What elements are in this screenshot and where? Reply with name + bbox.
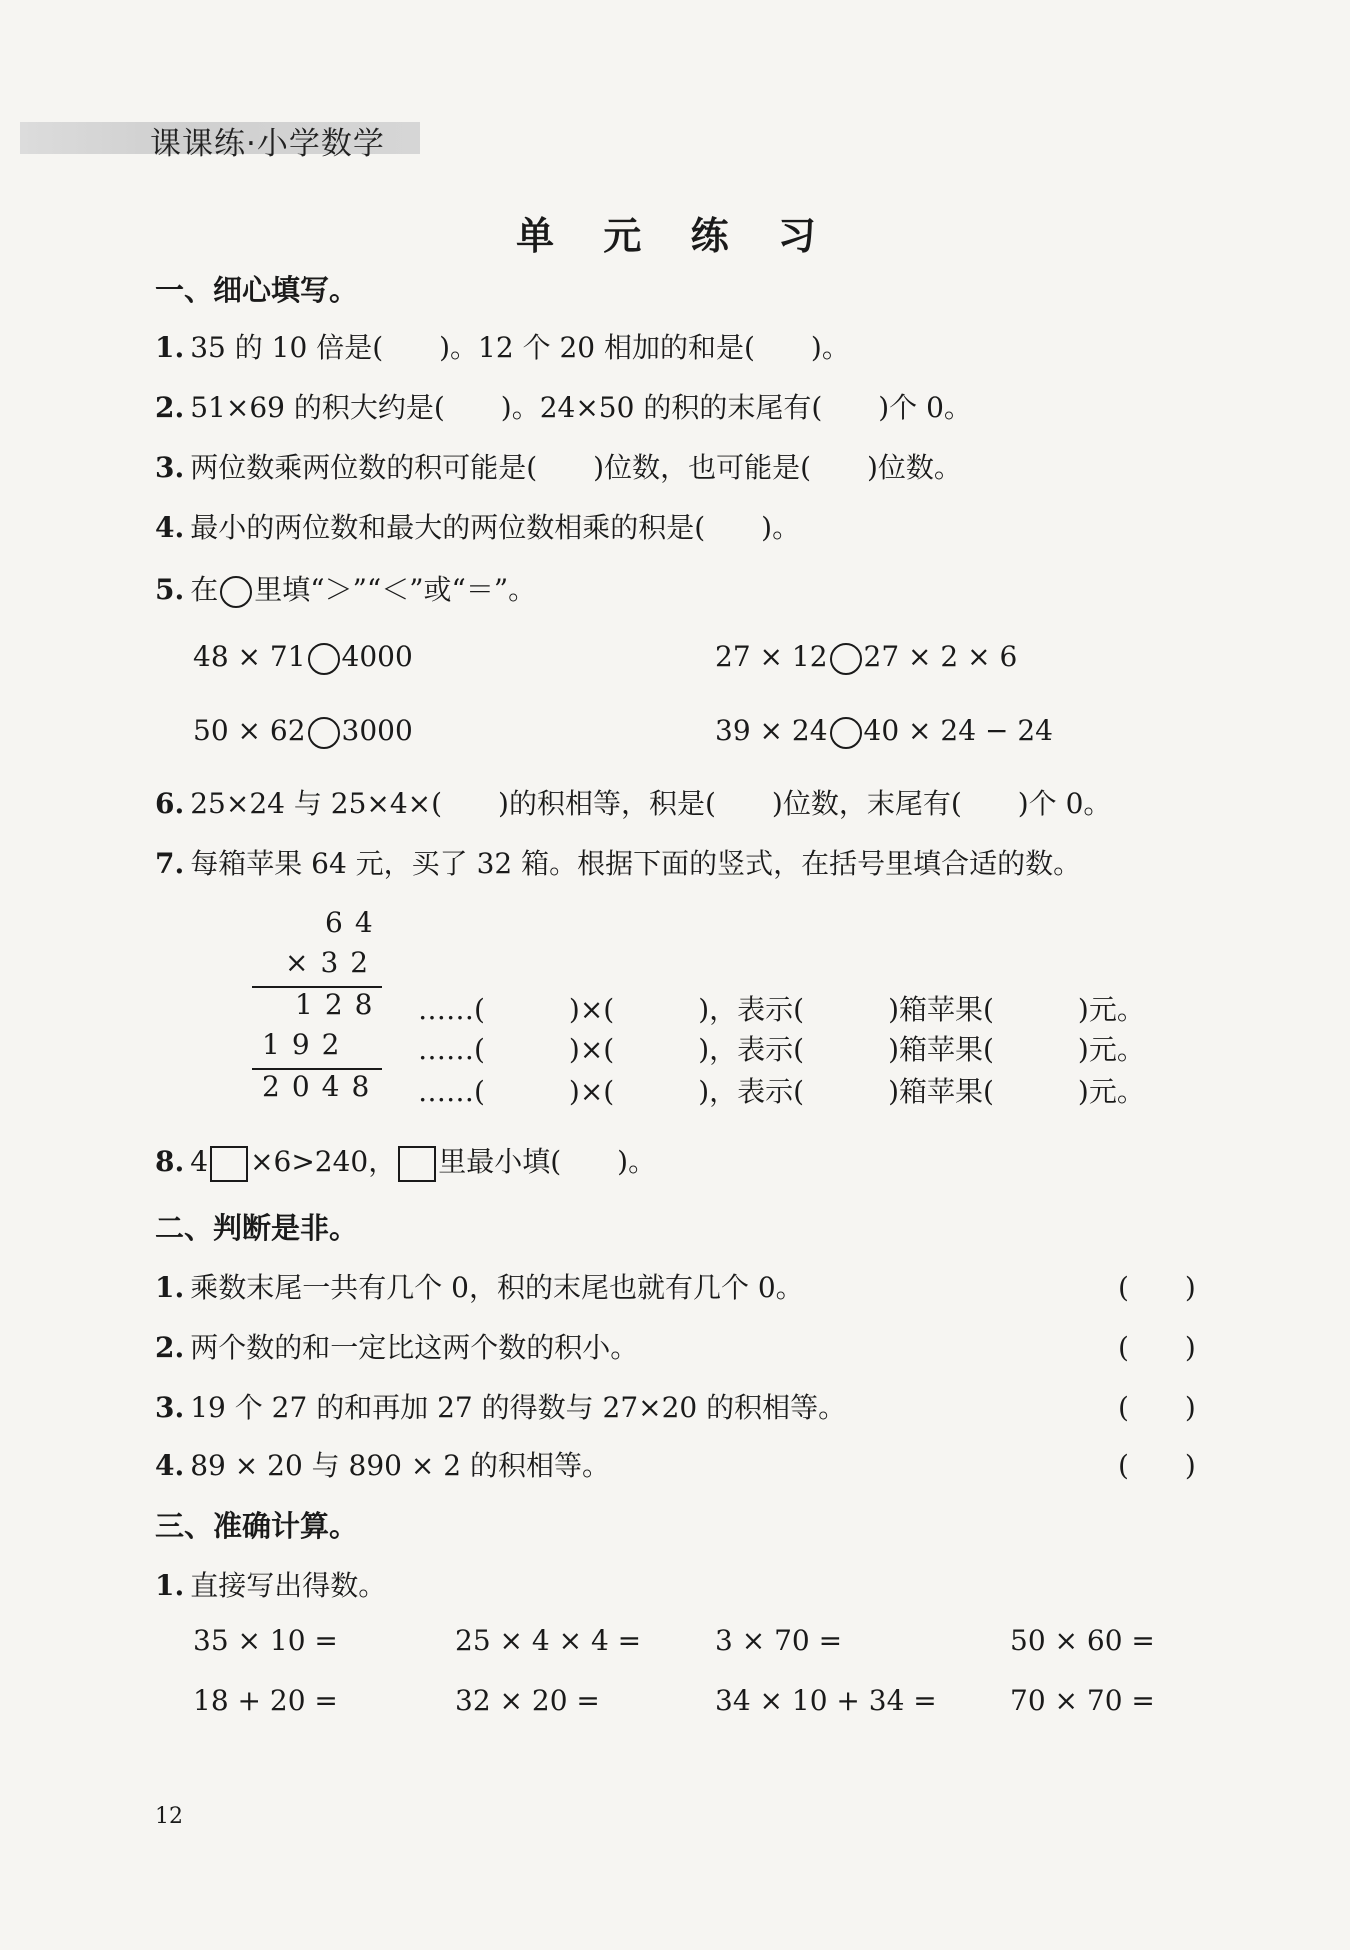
judge-item-3: [155, 1386, 846, 1426]
judge-answer-blank[interactable]: ( ): [1118, 1331, 1196, 1364]
question-1-4: [155, 506, 800, 546]
question-1-1: [155, 326, 850, 366]
vertical-partial-1: 128: [295, 988, 385, 1021]
judge-item-1: [155, 1266, 804, 1306]
question-text: 19 个 27 的和再加 27 的得数与 27×20 的积相等。: [190, 1391, 847, 1424]
question-1-7: [155, 842, 1081, 882]
question-text: 最小的两位数和最大的两位数相乘的积是( )。: [190, 511, 801, 544]
judge-item-2: [155, 1326, 638, 1366]
question-text: 89 × 20 与 890 × 2 的积相等。: [190, 1449, 610, 1482]
question-number: 1.: [155, 1569, 185, 1602]
vertical-explain-3: ……( )×( )，表示( )箱苹果( )元。: [418, 1075, 1145, 1108]
question-1-6: [155, 782, 1111, 822]
question-text: 4: [190, 1145, 209, 1178]
question-number: 5.: [155, 573, 185, 606]
judge-answer-blank[interactable]: ( ): [1118, 1391, 1196, 1424]
question-3-1: [155, 1564, 386, 1604]
question-text: 直接写出得数。: [190, 1569, 387, 1602]
calc-item: 70 × 70 =: [1010, 1684, 1155, 1717]
vertical-multiplier: ×32: [285, 946, 381, 979]
compare-right: 4000: [341, 640, 413, 673]
compare-circle[interactable]: [308, 717, 340, 749]
question-text: 里填“＞”“＜”或“＝”。: [254, 573, 537, 606]
calc-item: 50 × 60 =: [1010, 1624, 1155, 1657]
circle-icon: [220, 576, 252, 608]
question-number: 1.: [155, 331, 185, 364]
question-text: 在: [190, 573, 219, 606]
compare-right: 40 × 24 − 24: [863, 714, 1053, 747]
calc-item: 34 × 10 + 34 =: [715, 1684, 937, 1717]
section-2-heading: 二、判断是非。: [155, 1211, 359, 1245]
question-number: 2.: [155, 391, 185, 424]
page-number: 12: [155, 1804, 183, 1829]
question-text: 两位数乘两位数的积可能是( )位数，也可能是( )位数。: [190, 451, 962, 484]
question-text: 25×24 与 25×4×( )的积相等，积是( )位数，末尾有( )个 0。: [190, 787, 1112, 820]
section-1-heading: 一、细心填写。: [155, 273, 359, 307]
vertical-multiplicand: 64: [325, 906, 385, 939]
calc-item: 25 × 4 × 4 =: [455, 1624, 642, 1657]
vertical-partial-2: 192: [262, 1028, 352, 1061]
question-text: 两个数的和一定比这两个数的积小。: [190, 1331, 639, 1364]
question-1-8: [155, 1140, 656, 1182]
section-3-heading: 三、准确计算。: [155, 1509, 359, 1543]
compare-left: 27 × 12: [715, 640, 828, 673]
compare-circle[interactable]: [830, 717, 862, 749]
compare-item-2: [715, 640, 1017, 675]
compare-left: 48 × 71: [193, 640, 306, 673]
calc-item: 32 × 20 =: [455, 1684, 600, 1717]
compare-right: 3000: [341, 714, 413, 747]
calc-item: 18 + 20 =: [193, 1684, 338, 1717]
compare-item-4: [715, 714, 1053, 749]
question-text: 乘数末尾一共有几个 0，积的末尾也就有几个 0。: [190, 1271, 804, 1304]
question-text: 里最小填( )。: [438, 1145, 657, 1178]
judge-answer-blank[interactable]: ( ): [1118, 1271, 1196, 1304]
compare-left: 39 × 24: [715, 714, 828, 747]
question-number: 3.: [155, 1391, 185, 1424]
calc-item: 3 × 70 =: [715, 1624, 843, 1657]
question-1-2: [155, 386, 972, 426]
compare-left: 50 × 62: [193, 714, 306, 747]
compare-circle[interactable]: [308, 643, 340, 675]
question-text: 51×69 的积大约是( )。24×50 的积的末尾有( )个 0。: [190, 391, 972, 424]
question-number: 3.: [155, 451, 185, 484]
question-number: 4.: [155, 1449, 185, 1482]
vertical-product: 2048: [262, 1070, 382, 1103]
question-1-3: [155, 446, 962, 486]
question-text: 每箱苹果 64 元，买了 32 箱。根据下面的竖式，在括号里填合适的数。: [190, 847, 1082, 880]
compare-circle[interactable]: [830, 643, 862, 675]
question-1-5: [155, 568, 536, 608]
vertical-explain-1: ……( )×( )，表示( )箱苹果( )元。: [418, 993, 1145, 1026]
header-title: 课课练·小学数学: [150, 126, 385, 162]
question-number: 2.: [155, 1331, 185, 1364]
question-number: 4.: [155, 511, 185, 544]
question-number: 1.: [155, 1271, 185, 1304]
judge-answer-blank[interactable]: ( ): [1118, 1449, 1196, 1482]
compare-item-3: [193, 714, 413, 749]
blank-box-icon: [398, 1146, 436, 1182]
judge-item-4: [155, 1444, 610, 1484]
question-text: 35 的 10 倍是( )。12 个 20 相加的和是( )。: [190, 331, 850, 364]
compare-right: 27 × 2 × 6: [863, 640, 1018, 673]
vertical-explain-2: ……( )×( )，表示( )箱苹果( )元。: [418, 1033, 1145, 1066]
blank-box[interactable]: [210, 1146, 248, 1182]
calc-item: 35 × 10 =: [193, 1624, 338, 1657]
question-number: 7.: [155, 847, 185, 880]
question-number: 8.: [155, 1145, 185, 1178]
compare-item-1: [193, 640, 413, 675]
page-title: 单 元 练 习: [516, 214, 834, 258]
question-number: 6.: [155, 787, 185, 820]
question-text: ×6>240，: [250, 1145, 397, 1178]
